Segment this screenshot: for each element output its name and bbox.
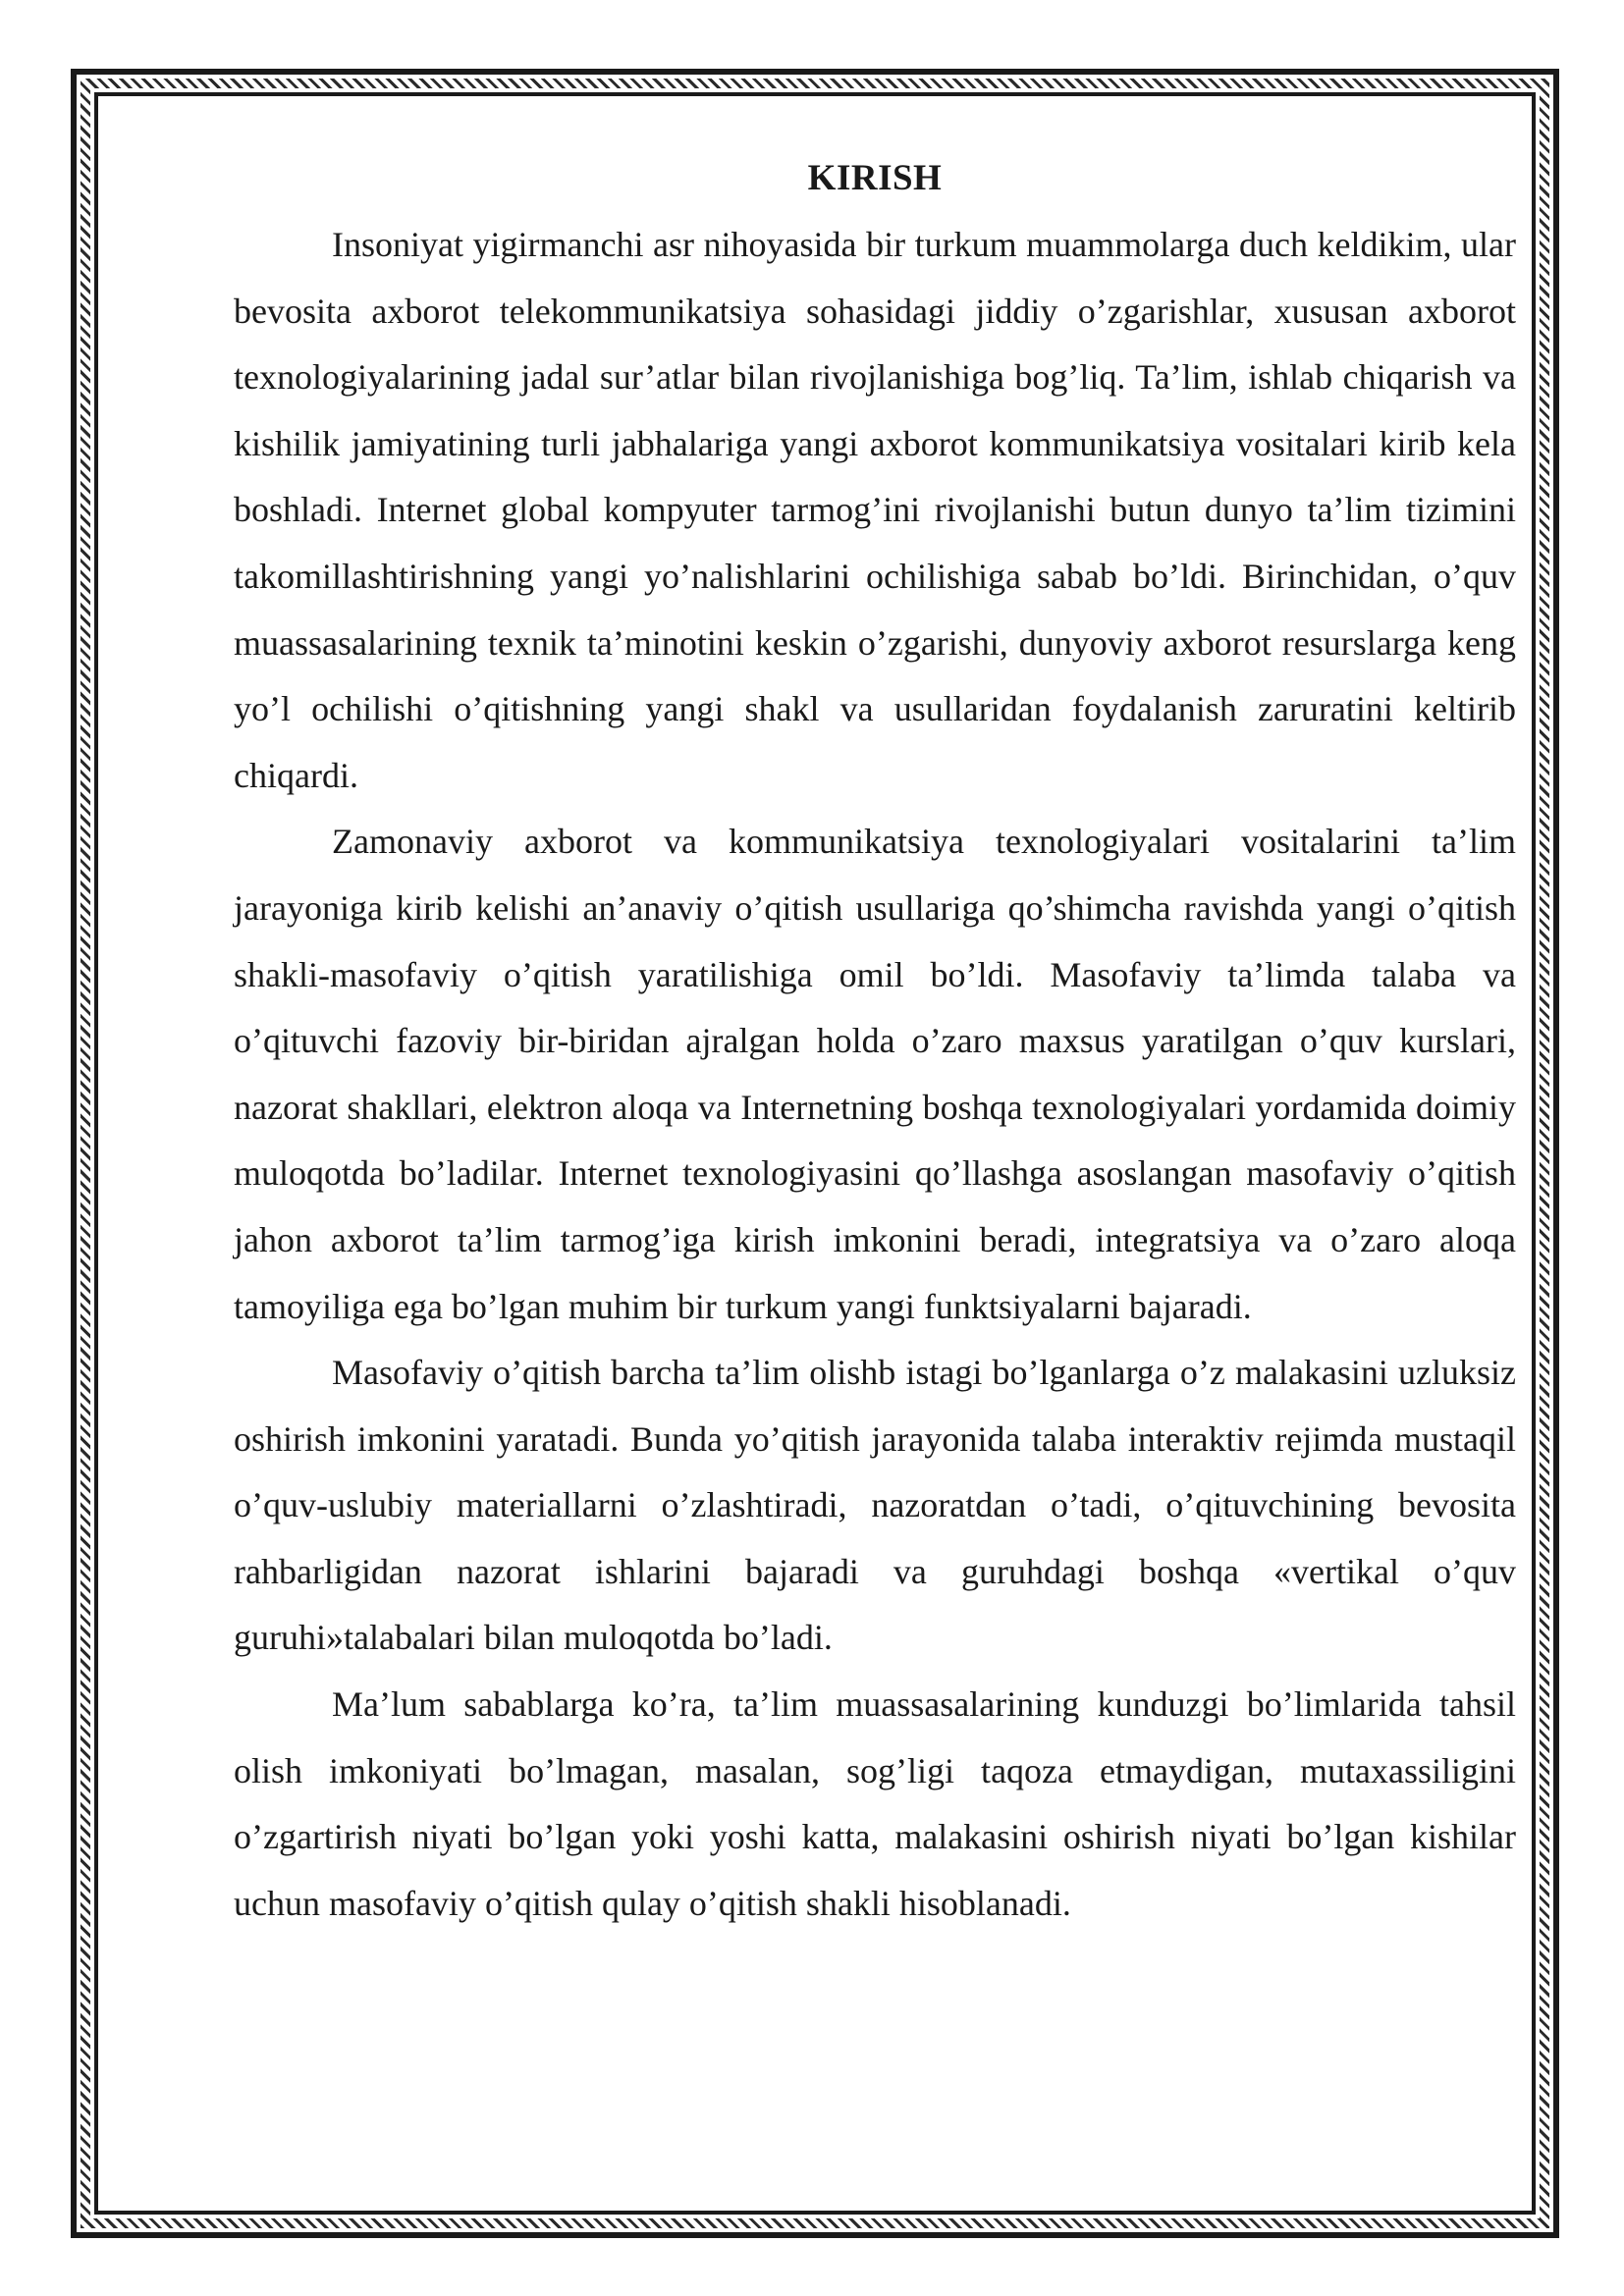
paragraph-4: Ma’lum sabablarga ko’ra, ta’lim muassasalarining kunduzgi bo’limlarida tahsil olish imkoniyati bo’lmagan, masalan, sog’ligi taqoza etmaydigan, mutaxassiligini o’zgartirish niyati bo’lgan yoki yoshi katta, malakasini oshirish niyati bo’lgan kishilar uchun masofaviy o’qitish qulay o’qitish shakli hisoblanadi. [234, 1684, 1516, 1923]
paragraph-1: Insoniyat yigirmanchi asr nihoyasida bir turkum muammolarga duch keldikim, ular bevosita axborot telekommunikatsiya sohasidagi jiddiy o’zgarishlar, xususan axborot texnologiyalarining jadal sur’atlar bilan rivojlanishiga bog’liq. Ta’lim, ishlab chiqarish va kishilik jamiyatining turli jabhalariga yangi axborot kommunikatsiya vositalari kirib kela boshladi. Internet global kompyuter tarmog’ini rivojlanishi butun dunyo ta’lim tizimini takomillashtirishning yangi yo’nalishlarini ochilishiga sabab bo’ldi. Birinchidan, o’quv muassasalarining texnik ta’minotini keskin o’zgarishi, dunyoviy axborot resurslarga keng yo’l ochilishi o’qitishning yangi shakl va usullaridan foydalanish zaruratini keltirib chiqardi. [234, 225, 1516, 795]
paragraph-2: Zamonaviy axborot va kommunikatsiya texnologiyalari vositalarini ta’lim jarayoniga kirib kelishi an’anaviy o’qitish usullariga qo’shimcha ravishda yangi o’qitish shakli-masofaviy o’qitish yaratilishiga omil bo’ldi. Masofaviy ta’limda talaba va o’qituvchi fazoviy bir-biridan ajralgan holda o’zaro maxsus yaratilgan o’quv kurslari, nazorat shakllari, elektron aloqa va Internetning boshqa texnologiyalari yordamida doimiy muloqotda bo’ladilar. Internet texnologiyasini qo’llashga asoslangan masofaviy o’qitish jahon axborot ta’lim tarmog’iga kirish imkonini beradi, integratsiya va o’zaro aloqa tamoyiliga ega bo’lgan muhim bir turkum yangi funktsiyalarni bajaradi. [234, 822, 1516, 1326]
document-body [234, 149, 1516, 1937]
paragraph-3: Masofaviy o’qitish barcha ta’lim olishb istagi bo’lganlarga o’z malakasini uzluksiz oshirish imkonini yaratadi. Bunda yo’qitish jarayonida talaba interaktiv rejimda mustaqil o’quv-uslubiy materiallarni o’zlashtiradi, nazoratdan o’tadi, o’qituvchining bevosita rahbarligidan nazorat ishlarini bajaradi va guruhdagi boshqa «vertikal o’quv guruhi»talabalari bilan muloqotda bo’ladi. [234, 1353, 1516, 1658]
page-title: KIRISH [807, 158, 943, 198]
